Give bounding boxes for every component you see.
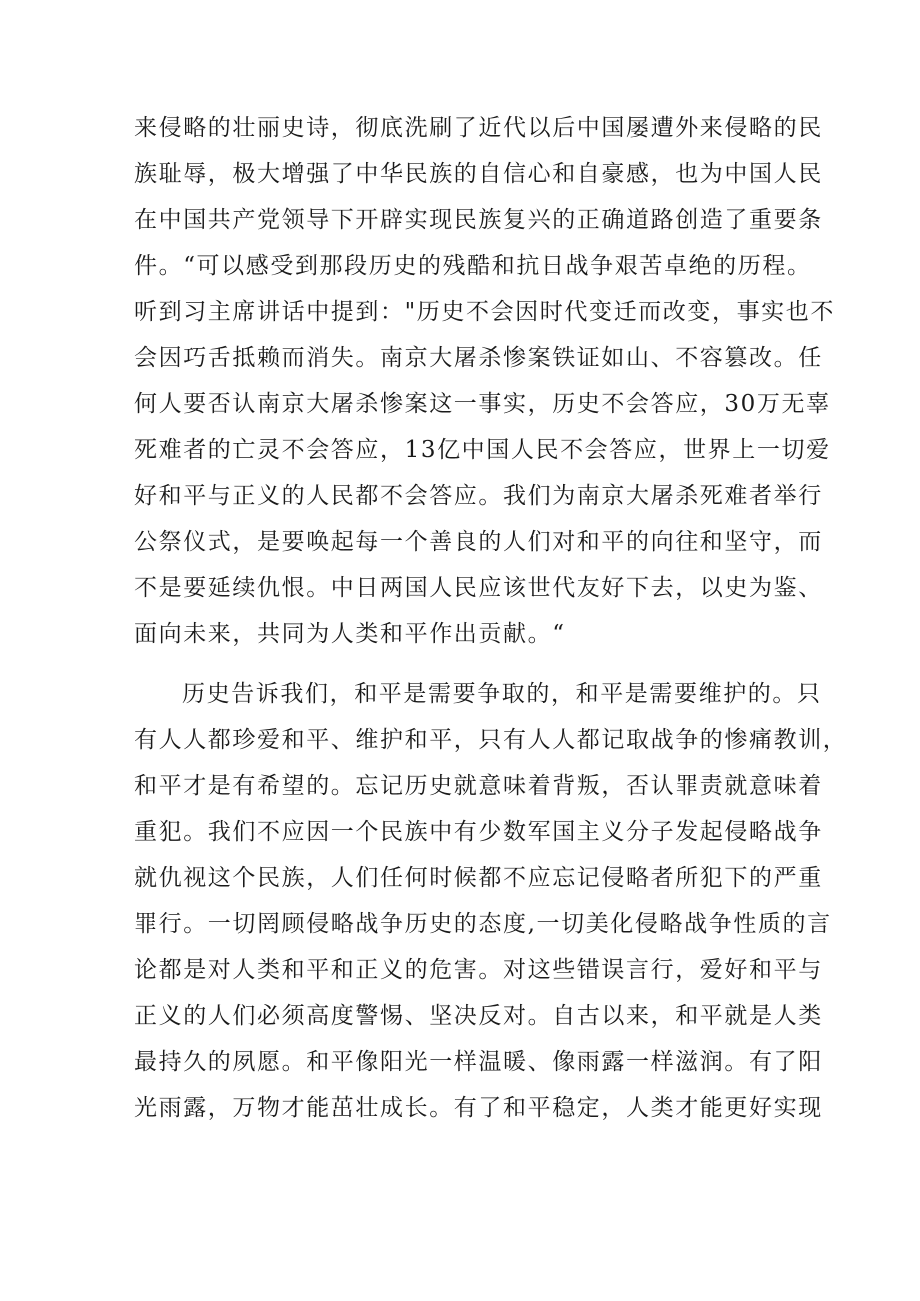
paragraph-2-line-6: 罪行。一切罔顾侵略战争历史的态度,一切美化侵略战争性质的言 <box>134 911 832 937</box>
paragraph-1-line-9: 好和平与正义的人民都不会答应。我们为南京大屠杀死难者举行 <box>134 483 823 509</box>
paragraph-1-line-7: 何人要否认南京大屠杀惨案这一事实，历史不会答应，30万无辜 <box>134 391 831 417</box>
paragraph-2-line-5: 就仇视这个民族，人们任何时候都不应忘记侵略者所犯下的严重 <box>134 865 823 891</box>
paragraph-2-line-2: 有人人都珍爱和平、维护和平，只有人人都记取战争的惨痛教训， <box>134 727 848 753</box>
paragraph-1-line-8: 死难者的亡灵不会答应，13亿中国人民不会答应，世界上一切爱 <box>134 437 831 463</box>
paragraph-2-line-8: 正义的人们必须高度警惕、坚决反对。自古以来，和平就是人类 <box>134 1003 823 1029</box>
paragraph-2-line-7: 论都是对人类和平和正义的危害。对这些错误言行，爱好和平与 <box>134 957 823 983</box>
paragraph-2-line-9: 最持久的夙愿。和平像阳光一样温暖、像雨露一样滋润。有了阳 <box>134 1049 823 1075</box>
paragraph-2-line-3: 和平才是有希望的。忘记历史就意味着背叛，否认罪责就意味着 <box>134 773 823 799</box>
paragraph-2-line-10: 光雨露，万物才能茁壮成长。有了和平稳定，人类才能更好实现 <box>134 1095 823 1121</box>
paragraph-1-line-5: 听到习主席讲话中提到："历史不会因时代变迁而改变，事实也不 <box>134 299 835 325</box>
paragraph-1-line-3: 在中国共产党领导下开辟实现民族复兴的正确道路创造了重要条 <box>134 207 823 233</box>
paragraph-1-line-1: 来侵略的壮丽史诗，彻底洗刷了近代以后中国屡遭外来侵略的民 <box>134 115 823 141</box>
paragraph-2-line-4: 重犯。我们不应因一个民族中有少数军国主义分子发起侵略战争 <box>134 819 823 845</box>
paragraph-1-line-10: 公祭仪式，是要唤起每一个善良的人们对和平的向往和坚守，而 <box>134 529 823 555</box>
paragraph-1-line-6: 会因巧舌抵赖而消失。南京大屠杀惨案铁证如山、不容篡改。任 <box>134 345 823 371</box>
paragraph-2-line-1: 历史告诉我们，和平是需要争取的，和平是需要维护的。只 <box>182 681 822 707</box>
paragraph-1-line-2: 族耻辱，极大增强了中华民族的自信心和自豪感，也为中国人民 <box>134 161 823 187</box>
paragraph-1-line-12: 面向未来，共同为人类和平作出贡献。“ <box>134 621 566 647</box>
paragraph-1-line-11: 不是要延续仇恨。中日两国人民应该世代友好下去，以史为鉴、 <box>134 575 823 601</box>
paragraph-1-line-4: 件。“可以感受到那段历史的残酷和抗日战争艰苦卓绝的历程。 <box>134 253 812 279</box>
